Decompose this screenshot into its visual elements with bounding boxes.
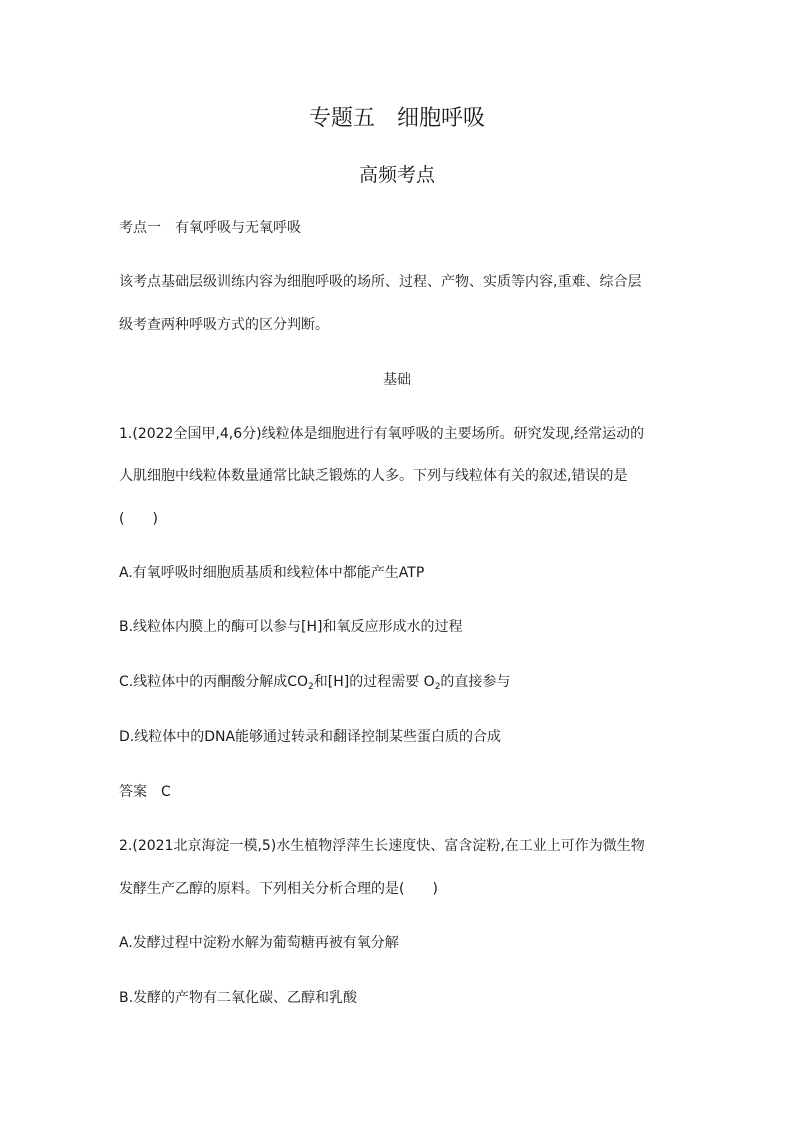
intro-line-2: 级考查两种呼吸方式的区分判断。	[119, 317, 329, 333]
q1-option-c-text-2: 和[H]的过程需要 O	[313, 674, 435, 690]
q1-option-d: D.线粒体中的DNA能够通过转录和翻译控制某些蛋白质的合成	[119, 729, 502, 745]
q2-stem-line-1: 2.(2021北京海淀一模,5)水生植物浮萍生长速度快、富含淀粉,在工业上可作为微生物	[119, 838, 645, 854]
level-heading: 基础	[383, 372, 411, 388]
q1-answer: 答案 C	[119, 784, 171, 800]
q1-option-c-sub-2: 2	[434, 682, 441, 692]
q1-option-c-text-3: 的直接参与	[440, 674, 511, 690]
section-heading: 考点一 有氧呼吸与无氧呼吸	[119, 220, 301, 236]
q2-option-a: A.发酵过程中淀粉水解为葡萄糖再被有氧分解	[119, 935, 399, 951]
q1-stem-line-1: 1.(2022全国甲,4,6分)线粒体是细胞进行有氧呼吸的主要场所。研究发现,经常运动的	[119, 426, 645, 442]
q1-stem-line-2: 人肌细胞中线粒体数量通常比缺乏锻炼的人多。下列与线粒体有关的叙述,错误的是	[119, 468, 628, 484]
q1-option-c	[119, 672, 510, 692]
page-subtitle: 高频考点	[358, 164, 435, 186]
q2-option-b: B.发酵的产物有二氧化碳、乙醇和乳酸	[119, 990, 358, 1006]
page-title: 专题五 细胞呼吸	[308, 106, 485, 131]
q2-stem-line-2: 发酵生产乙醇的原料。下列相关分析合理的是( )	[119, 881, 438, 897]
q1-option-c-text-1: C.线粒体中的丙酮酸分解成CO	[119, 674, 309, 690]
q1-option-a: A.有氧呼吸时细胞质基质和线粒体中都能产生ATP	[119, 565, 425, 581]
q1-option-c-sub-1: 2	[308, 682, 314, 692]
q1-option-b: B.线粒体内膜上的酶可以参与[H]和氧反应形成水的过程	[119, 619, 463, 635]
intro-line-1: 该考点基础层级训练内容为细胞呼吸的场所、过程、产物、实质等内容,重难、综合层	[119, 274, 642, 290]
q1-answer-bracket: ( )	[119, 511, 158, 527]
